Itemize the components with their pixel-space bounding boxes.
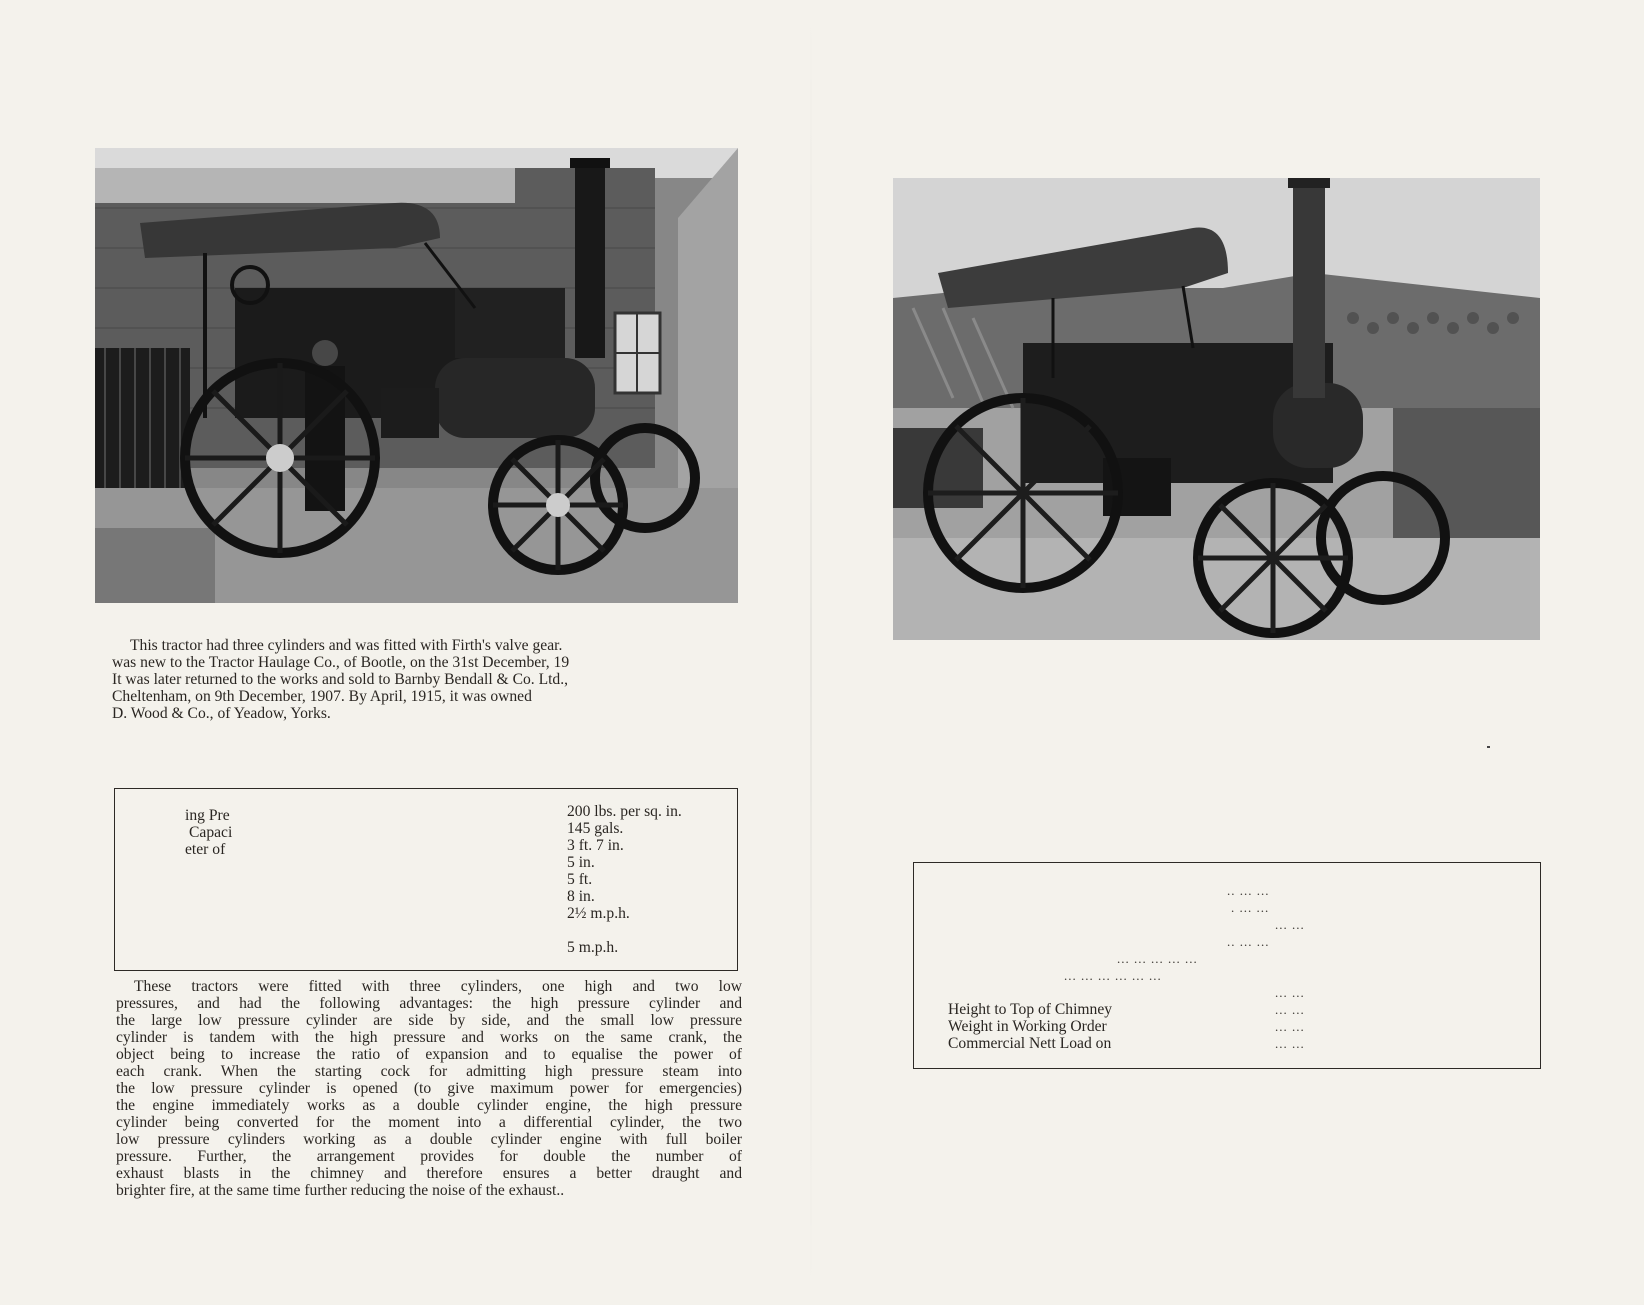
spec-label: eter of bbox=[185, 841, 226, 858]
paragraph-line: pressures, and had the following advantages: the high pressure cylinder and bbox=[116, 995, 742, 1012]
spec-label: Capaci bbox=[189, 824, 233, 841]
traction-engine-photo-left bbox=[95, 148, 738, 603]
traction-engine-photo-right bbox=[893, 178, 1540, 640]
paragraph-line: low pressure cylinders working as a double cylinder engine with full boiler bbox=[116, 1131, 742, 1148]
dot-leader: ... ... ... ... ... bbox=[1117, 951, 1198, 966]
paragraph-line: object being to increase the ratio of expansion and to equalise the power of bbox=[116, 1046, 742, 1063]
spec-label: Weight in Working Order bbox=[948, 1018, 1107, 1035]
photo-caption bbox=[112, 637, 712, 722]
caption-line: was new to the Tractor Haulage Co., of Bootle, on the 31st December, 19 bbox=[112, 654, 570, 671]
caption-line: Cheltenham, on 9th December, 1907. By April, 1915, it was owned bbox=[112, 688, 532, 705]
spec-value: 3 ft. 7 in. bbox=[567, 837, 624, 854]
body-paragraph bbox=[116, 978, 742, 1199]
paragraph-line: exhaust blasts in the chimney and therefore ensures a better draught and bbox=[116, 1165, 742, 1182]
paragraph-line: cylinder is tandem with the high pressure and works on the same crank, the bbox=[116, 1029, 742, 1046]
spec-label: Height to Top of Chimney bbox=[948, 1001, 1113, 1018]
paragraph-line: the engine immediately works as a double cylinder engine, the high pressure bbox=[116, 1097, 742, 1114]
caption-line: This tractor had three cylinders and was fitted with Firth's valve gear. bbox=[130, 637, 563, 654]
spec-value: 8 in. bbox=[567, 888, 595, 905]
dot-leader: .. ... ... bbox=[1227, 934, 1270, 949]
page-fold bbox=[810, 0, 812, 1305]
print-speck bbox=[1487, 746, 1490, 748]
dot-leader: .. ... ... bbox=[1227, 883, 1270, 898]
spec-label: Commercial Nett Load on bbox=[948, 1035, 1112, 1052]
dot-leader: ... ... bbox=[1275, 1036, 1305, 1051]
caption-line: D. Wood & Co., of Yeadow, Yorks. bbox=[112, 705, 331, 722]
dot-leader: . ... ... bbox=[1231, 900, 1270, 915]
paragraph-line: the large low pressure cylinder are side by side, and the small low pressure bbox=[116, 1012, 742, 1029]
paragraph-line: the low pressure cylinder is opened (to give maximum power for emergencies) bbox=[116, 1080, 742, 1097]
dot-leader: ... ... bbox=[1275, 917, 1305, 932]
paragraph-line: cylinder being converted for the moment into a differential cylinder, the two bbox=[116, 1114, 742, 1131]
dot-leader: ... ... bbox=[1275, 985, 1305, 1000]
caption-line: It was later returned to the works and sold to Barnby Bendall & Co. Ltd., bbox=[112, 671, 569, 688]
spec-value: 2½ m.p.h. bbox=[567, 905, 630, 922]
spec-value: 145 gals. bbox=[567, 820, 624, 837]
specification-table-left bbox=[114, 788, 738, 971]
spec-value: 200 lbs. per sq. in. bbox=[567, 803, 682, 820]
paragraph-line: each crank. When the starting cock for admitting high pressure steam into bbox=[116, 1063, 742, 1080]
dot-leader: ... ... ... ... ... ... bbox=[1064, 968, 1162, 983]
spec-label: ing Pre bbox=[185, 807, 230, 824]
dot-leader: ... ... bbox=[1275, 1019, 1305, 1034]
dot-leader: ... ... bbox=[1275, 1002, 1305, 1017]
spec-value: 5 ft. bbox=[567, 871, 593, 888]
specification-table-right bbox=[913, 862, 1541, 1069]
paragraph-line: These tractors were fitted with three cylinders, one high and two low bbox=[134, 978, 742, 995]
paragraph-line: brighter fire, at the same time further reducing the noise of the exhaust.. bbox=[116, 1182, 565, 1199]
spec-value: 5 m.p.h. bbox=[567, 939, 619, 956]
paragraph-line: pressure. Further, the arrangement provides for double the number of bbox=[116, 1148, 742, 1165]
spec-value: 5 in. bbox=[567, 854, 595, 871]
